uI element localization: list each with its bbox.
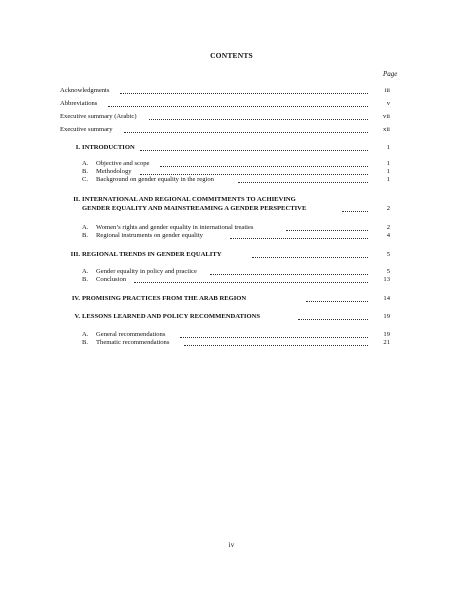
toc-page-number: 4 [386,232,390,239]
section-title: INTRODUCTION [82,144,135,151]
toc-page-number: 21 [383,339,390,346]
section-title: LESSONS LEARNED AND POLICY RECOMMENDATIONS [82,313,261,320]
subsection-title: Women’s rights and gender equality in international treaties [96,224,254,231]
dot-leader [230,238,368,239]
subsection-letter: A. [82,160,89,167]
toc-page-number: 19 [383,331,390,338]
page-column-label: Page [383,70,398,78]
section-title-line-2: GENDER EQUALITY AND MAINSTREAMING A GENDER PERSPECTIVE [82,205,307,212]
toc-page-number: vii [383,113,390,120]
dot-leader [124,132,368,133]
subsection-title: Objective and scope [96,160,150,167]
subsection-title: Conclusion [96,276,127,283]
subsection-letter: A. [82,268,89,275]
subsection-title: Methodology [96,168,132,175]
toc-page-number: 5 [386,268,390,275]
toc-page-number: 2 [386,224,390,231]
dot-leader [238,182,368,183]
toc-entry-text: Executive summary (Arabic) [60,113,137,120]
section-title-line-1: INTERNATIONAL AND REGIONAL COMMITMENTS TO ACHIEVING [82,196,296,203]
dot-leader [252,257,368,258]
dot-leader [210,274,368,275]
dot-leader [160,166,368,167]
subsection-letter: C. [82,176,89,183]
subsection-title: Gender equality in policy and practice [96,268,197,275]
section-number: V. [74,313,80,320]
toc-entry-text: Acknowledgments [60,87,110,94]
subsection-title: Thematic recommendations [96,339,170,346]
dot-leader [108,106,368,107]
toc-page-number: 1 [386,168,390,175]
toc-page-number: xii [383,126,390,133]
dot-leader [134,282,368,283]
toc-page-number: 1 [386,144,390,151]
toc-entry-text: Abbreviations [60,100,98,107]
subsection-letter: A. [82,331,89,338]
dot-leader [140,150,368,151]
toc-page-number: 13 [383,276,390,283]
subsection-letter: B. [82,276,89,283]
subsection-letter: B. [82,232,89,239]
dot-leader [120,93,368,94]
dot-leader [298,319,368,320]
footer-page-number: iv [228,541,235,549]
subsection-letter: A. [82,224,89,231]
toc-page-number: 1 [386,160,390,167]
section-number: I. [75,144,80,151]
dot-leader [149,119,368,120]
section-number: III. [70,251,80,258]
subsection-title: General recommendations [96,331,166,338]
toc-page-number: 1 [386,176,390,183]
subsection-title: Regional instruments on gender equality [96,232,203,239]
section-number: II. [73,196,80,203]
toc-page-number: v [386,100,390,107]
dot-leader [140,174,368,175]
toc-page-number: 5 [386,251,390,258]
toc-page-number: iii [384,87,390,94]
section-title: PROMISING PRACTICES FROM THE ARAB REGION [82,295,247,302]
subsection-letter: B. [82,339,89,346]
section-title: REGIONAL TRENDS IN GENDER EQUALITY [82,251,222,258]
section-number: IV. [71,295,80,302]
dot-leader [180,337,368,338]
toc-page-number: 14 [383,295,390,302]
subsection-letter: B. [82,168,89,175]
dot-leader [286,230,368,231]
contents-title: CONTENTS [210,51,253,60]
toc-page-number: 2 [386,205,390,212]
dot-leader [342,211,368,212]
dot-leader [184,345,368,346]
subsection-title: Background on gender equality in the region [96,176,214,183]
toc-page-number: 19 [383,313,390,320]
dot-leader [306,301,368,302]
toc-entry-text: Executive summary [60,126,113,133]
